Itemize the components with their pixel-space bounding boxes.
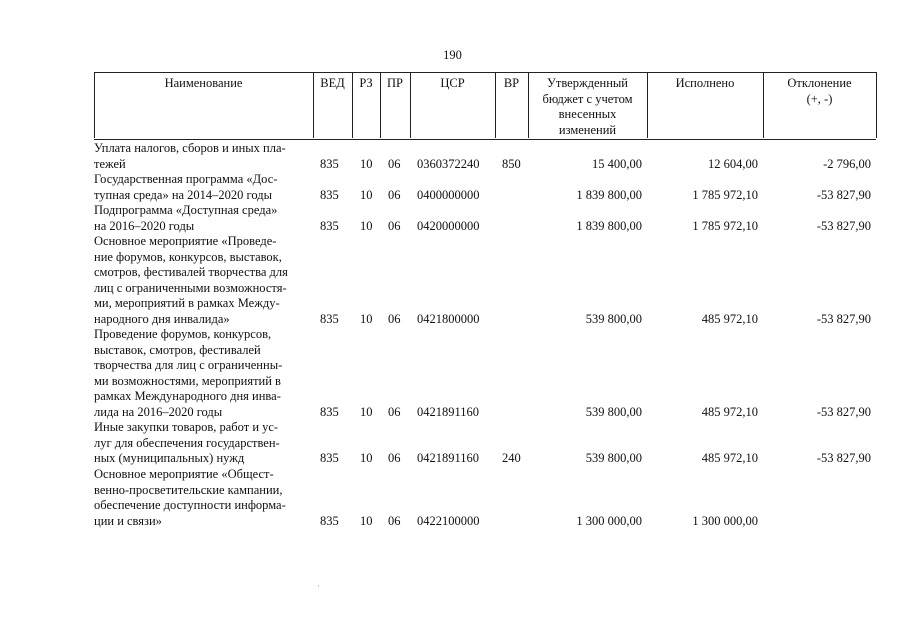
cell-deviation: -53 827,90 xyxy=(816,311,871,326)
cell-deviation: -2 796,00 xyxy=(823,156,871,171)
cell-done: 1 785 972,10 xyxy=(692,218,758,233)
header-deviation-line: (+, -) xyxy=(806,91,833,106)
row-name-line: рамках Международного дня инва- xyxy=(94,389,281,403)
cell-budget: 15 400,00 xyxy=(592,156,642,171)
row-name-line: Государственная программа «Дос- xyxy=(94,172,278,186)
header-done: Исполнено xyxy=(675,76,735,90)
cell-budget: 539 800,00 xyxy=(585,451,642,465)
cell-ved: 835 xyxy=(320,513,339,528)
row-name xyxy=(94,420,314,467)
header-vr: ВР xyxy=(503,76,520,90)
cell-pr: 06 xyxy=(388,513,401,528)
cell-budget: 539 800,00 xyxy=(585,404,642,419)
cell-done: 12 604,00 xyxy=(708,156,758,171)
header-rz: РЗ xyxy=(359,76,373,90)
row-name-line: обеспечение доступности информа- xyxy=(94,498,286,512)
row-name xyxy=(94,234,314,327)
cell-rz: 10 xyxy=(360,156,373,171)
row-name-line: Основное мероприятие «Проведе- xyxy=(94,234,277,248)
row-name-line: ние форумов, конкурсов, выставок, xyxy=(94,249,282,264)
header-deviation xyxy=(763,76,876,107)
row-name-line: тупная среда» на 2014–2020 годы xyxy=(94,187,273,202)
cell-csr: 0421800000 xyxy=(417,311,480,326)
cell-done: 1 300 000,00 xyxy=(692,513,758,528)
cell-csr: 0400000000 xyxy=(417,187,480,202)
header-deviation-line: Отклонение xyxy=(787,76,852,90)
cell-pr: 06 xyxy=(388,187,401,202)
row-name-line: Подпрограмма «Доступная среда» xyxy=(94,203,278,217)
header-budget-line: внесенных xyxy=(558,107,617,121)
cell-csr: 0420000000 xyxy=(417,218,480,233)
cell-ved: 835 xyxy=(320,187,339,202)
header-pr: ПР xyxy=(387,76,403,90)
header-budget-line: бюджет с учетом xyxy=(542,91,633,106)
cell-deviation: -53 827,90 xyxy=(816,218,871,233)
row-name-line: лида на 2016–2020 годы xyxy=(94,404,223,419)
row-name-line: венно-просветительские кампании, xyxy=(94,482,283,497)
header-budget-line: Утвержденный xyxy=(547,76,628,90)
cell-ved: 835 xyxy=(320,451,339,465)
row-name xyxy=(94,172,314,203)
row-name-line: Проведение форумов, конкурсов, xyxy=(94,327,272,341)
cell-vr: 850 xyxy=(502,156,521,171)
row-name-line: Уплата налогов, сборов и иных пла- xyxy=(94,141,286,155)
row-name-line: ных (муниципальных) нужд xyxy=(94,451,245,465)
cell-ved: 835 xyxy=(320,218,339,233)
row-name-line: луг для обеспечения государствен- xyxy=(94,435,280,450)
row-name-line: выставок, смотров, фестивалей xyxy=(94,342,261,357)
row-name-line: на 2016–2020 годы xyxy=(94,218,195,233)
cell-done: 1 785 972,10 xyxy=(692,187,758,202)
header-ved: ВЕД xyxy=(320,76,345,90)
cell-done: 485 972,10 xyxy=(701,311,758,326)
header-csr: ЦСР xyxy=(440,76,465,90)
row-name-line: Иные закупки товаров, работ и ус- xyxy=(94,420,279,434)
cell-deviation: -53 827,90 xyxy=(816,404,871,419)
header-budget xyxy=(528,76,647,138)
row-name xyxy=(94,203,314,234)
cell-rz: 10 xyxy=(360,404,373,419)
cell-pr: 06 xyxy=(388,311,401,326)
page-number: 190 xyxy=(443,48,462,62)
cell-vr: 240 xyxy=(502,451,521,465)
cell-rz: 10 xyxy=(360,311,373,326)
row-name-line: народного дня инвалида» xyxy=(94,311,230,326)
cell-done: 485 972,10 xyxy=(701,404,758,419)
cell-deviation: -53 827,90 xyxy=(816,187,871,202)
cell-csr: 0421891160 xyxy=(417,404,480,419)
cell-done: 485 972,10 xyxy=(701,451,758,465)
cell-csr: 0421891160 xyxy=(417,451,480,465)
row-name-line: Основное мероприятие «Общест- xyxy=(94,467,274,481)
header-divider xyxy=(876,72,877,138)
cell-pr: 06 xyxy=(388,451,401,465)
cell-budget: 539 800,00 xyxy=(585,311,642,326)
cell-rz: 10 xyxy=(360,218,373,233)
cell-rz: 10 xyxy=(360,187,373,202)
cell-rz: 10 xyxy=(360,513,373,528)
cell-ved: 835 xyxy=(320,404,339,419)
cell-budget: 1 300 000,00 xyxy=(576,513,642,528)
cell-ved: 835 xyxy=(320,156,339,171)
row-name-line: ми возможностями, мероприятий в xyxy=(94,373,281,388)
cell-pr: 06 xyxy=(388,156,401,171)
cell-rz: 10 xyxy=(360,451,373,465)
cell-ved: 835 xyxy=(320,311,339,326)
row-name-line: тежей xyxy=(94,156,126,171)
row-name-line: творчества для лиц с ограниченны- xyxy=(94,358,283,372)
row-name xyxy=(94,327,314,420)
row-name xyxy=(94,141,314,172)
cell-csr: 0422100000 xyxy=(417,513,480,528)
cell-budget: 1 839 800,00 xyxy=(576,218,642,233)
row-name-line: смотров, фестивалей творчества для xyxy=(94,265,288,279)
scan-mark: · xyxy=(317,582,320,591)
row-name xyxy=(94,467,314,529)
row-name-line: ции и связи» xyxy=(94,513,162,528)
row-name-line: ми, мероприятий в рамках Между- xyxy=(94,296,280,310)
cell-budget: 1 839 800,00 xyxy=(576,187,642,202)
header-name: Наименование xyxy=(164,76,243,90)
cell-csr: 0360372240 xyxy=(417,156,480,171)
cell-pr: 06 xyxy=(388,404,401,419)
cell-deviation: -53 827,90 xyxy=(816,451,871,465)
header-budget-line: изменений xyxy=(558,122,617,137)
cell-pr: 06 xyxy=(388,218,401,233)
row-name-line: лиц с ограниченными возможностя- xyxy=(94,280,287,295)
